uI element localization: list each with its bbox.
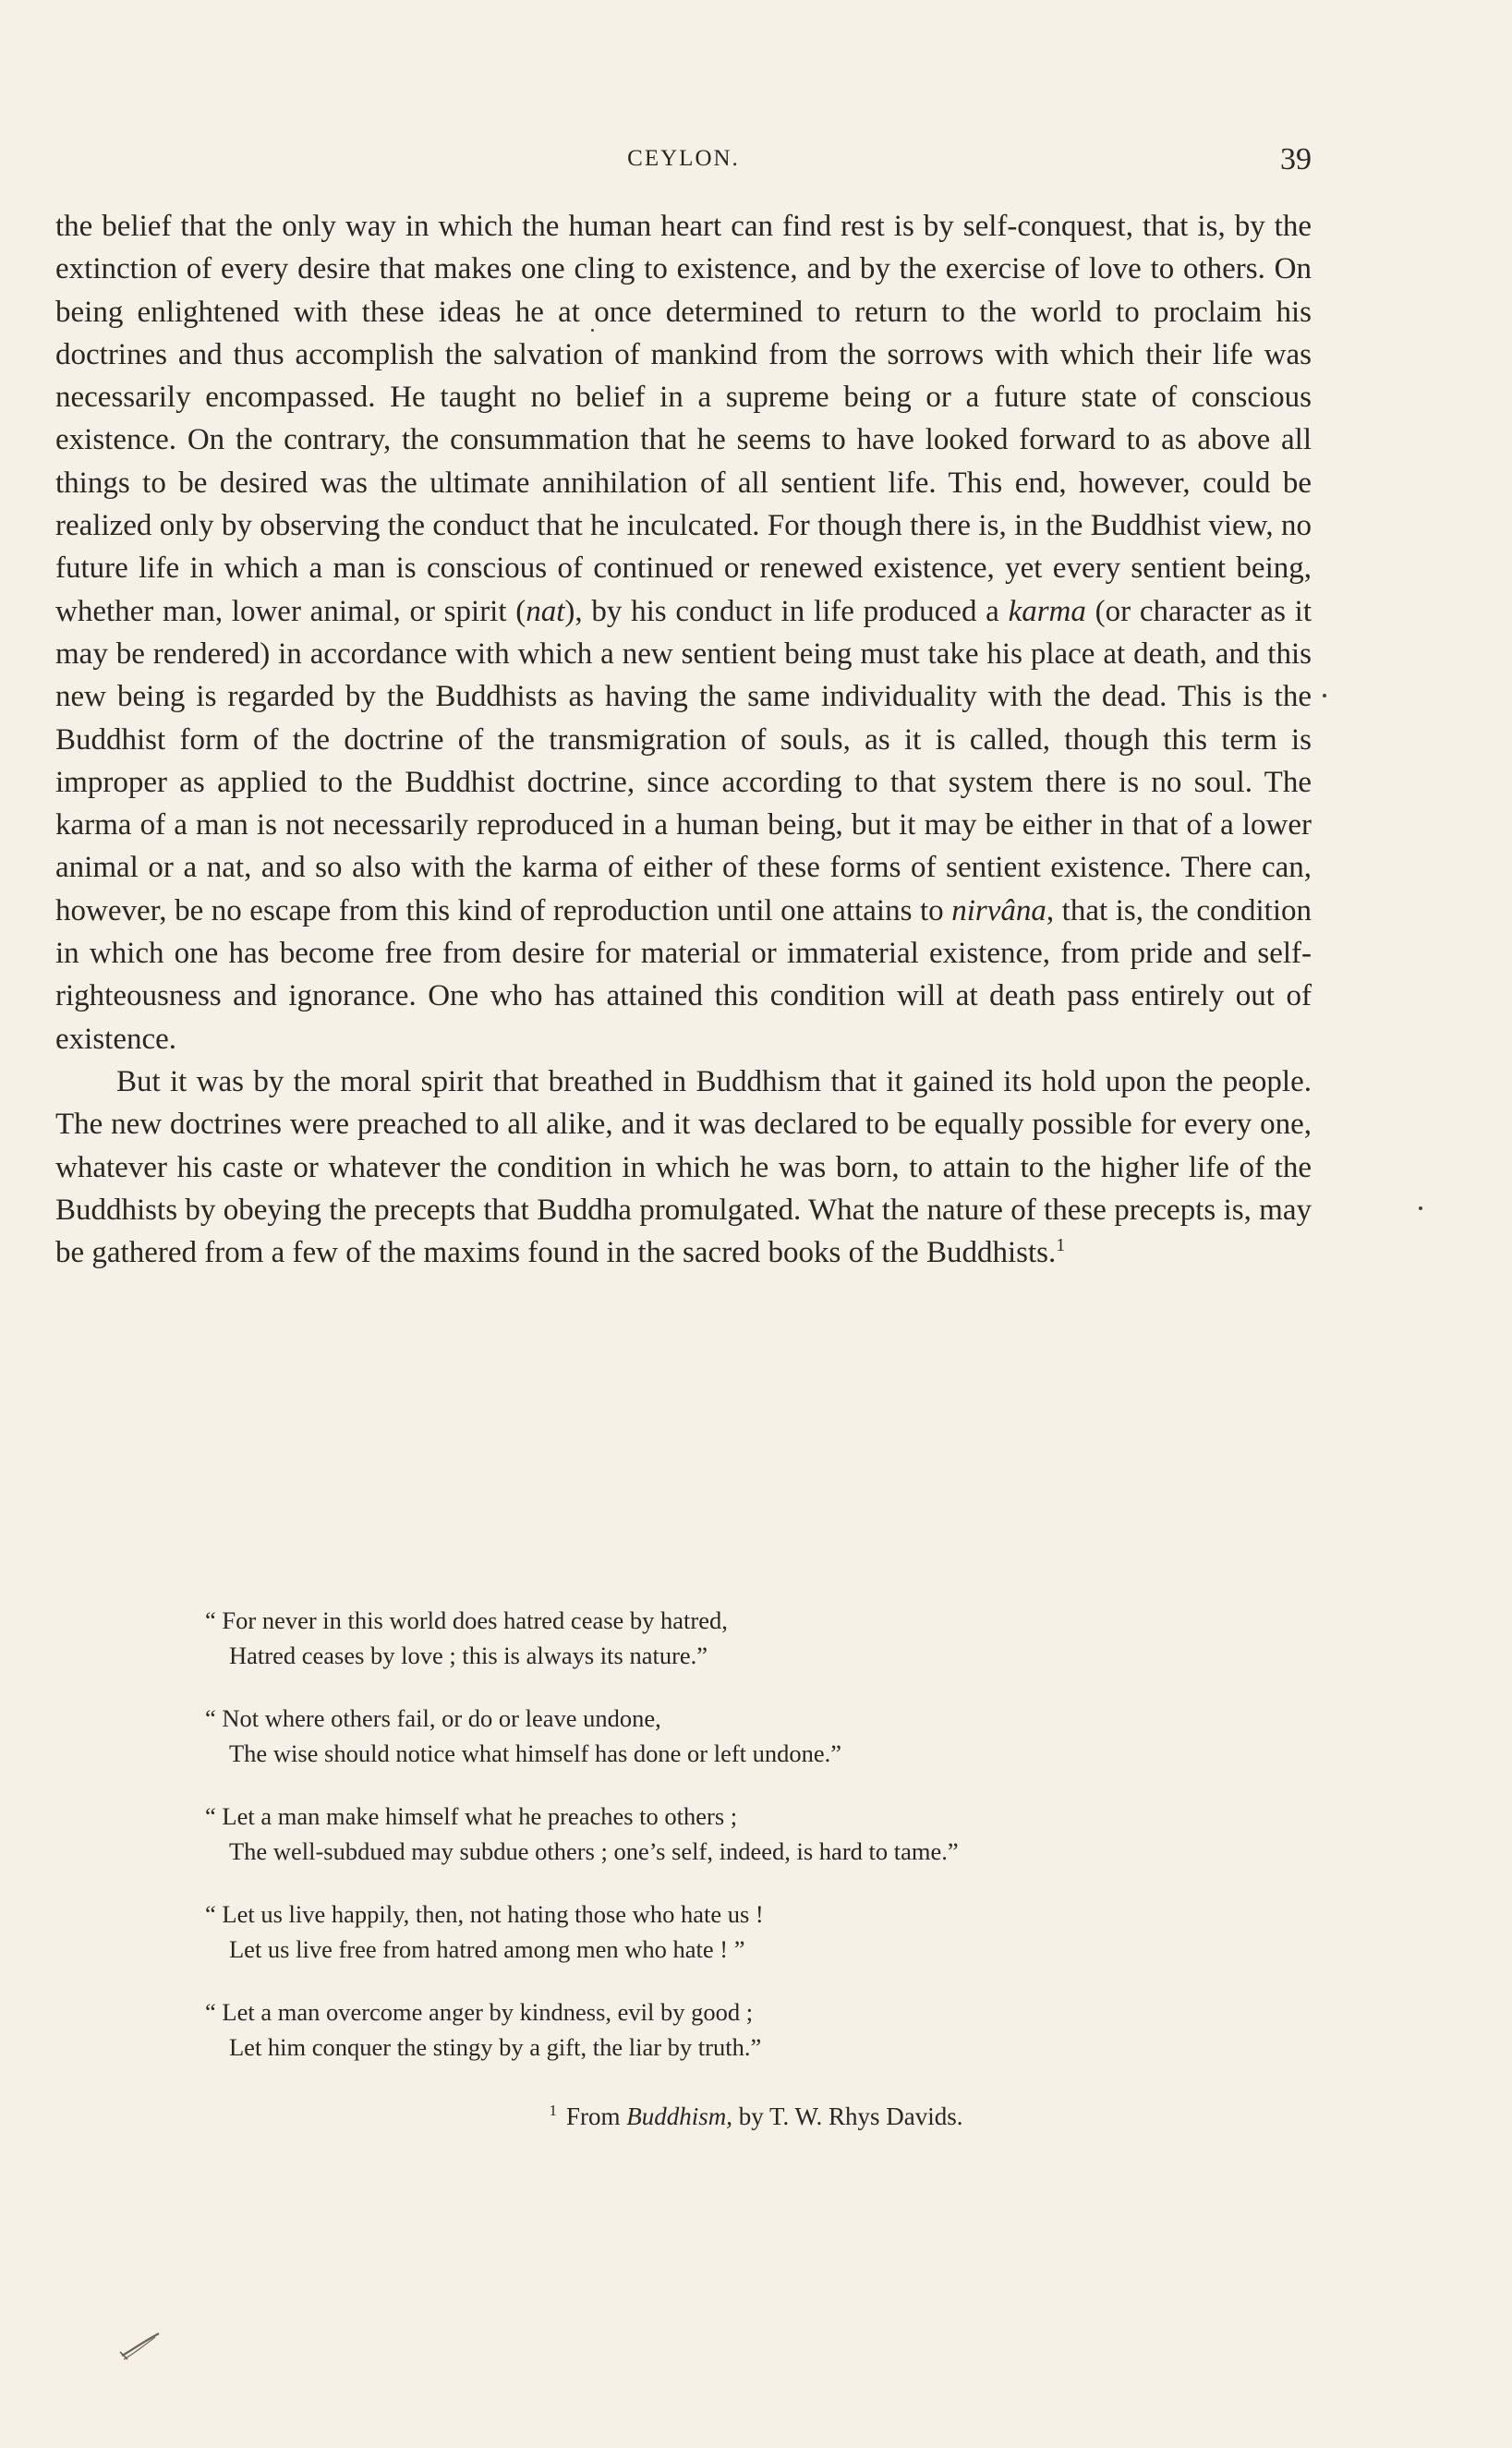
running-head bbox=[55, 142, 1312, 183]
maxim-4 bbox=[205, 1897, 1267, 1967]
term-nat: nat bbox=[526, 594, 565, 628]
term-nirvana: nirvâna bbox=[951, 893, 1046, 927]
paragraph-1-part-d: , that is, the condition in which one has become free from desire for material or immaterial existence, from pride and self-righteousness and ignorance. One who has attained this condition will at death pass entirely out of existence. bbox=[55, 893, 1312, 1056]
maxim-4-line-2: Let us live free from hatred among men who hate ! ” bbox=[229, 1935, 745, 1963]
maxim-2-line-1: “ Not where others fail, or do or leave undone, bbox=[205, 1704, 661, 1732]
footnote-marker: 1 bbox=[549, 2102, 557, 2119]
footnote-book-title: Buddhism, bbox=[626, 2103, 732, 2130]
maxim-1 bbox=[205, 1603, 1267, 1673]
paragraph-2 bbox=[55, 1060, 1312, 1274]
ink-speck bbox=[1419, 1206, 1422, 1210]
footnote-reference: 1 bbox=[1056, 1235, 1066, 1256]
footnote-prefix: From bbox=[565, 2103, 627, 2130]
maxim-2 bbox=[205, 1701, 1267, 1771]
ink-speck bbox=[591, 329, 594, 332]
maxim-2-line-2: The wise should notice what himself has done or left undone.” bbox=[229, 1739, 842, 1767]
maxim-3-line-2: The well-subdued may subdue others ; one’s self, indeed, is hard to tame.” bbox=[229, 1837, 959, 1865]
maxim-5 bbox=[205, 1994, 1267, 2065]
paragraph-1-part-b: ), by his conduct in life produced a bbox=[564, 594, 1009, 628]
running-title: CEYLON. bbox=[627, 146, 740, 171]
maxims-block bbox=[205, 1603, 1267, 2092]
ink-speck bbox=[1323, 694, 1326, 697]
maxim-1-line-1: “ For never in this world does hatred cease by hatred, bbox=[205, 1606, 728, 1634]
pencil-tick-mark bbox=[118, 2328, 164, 2365]
maxim-5-line-1: “ Let a man overcome anger by kindness, evil by good ; bbox=[205, 1998, 754, 2026]
paragraph-1 bbox=[55, 205, 1312, 1060]
maxim-4-line-1: “ Let us live happily, then, not hating those who hate us ! bbox=[205, 1900, 764, 1928]
maxim-3 bbox=[205, 1799, 1267, 1869]
page-number: 39 bbox=[1280, 142, 1312, 176]
paragraph-1-part-c: (or character as it may be rendered) in accordance with which a new sentient being must take his place at death, and this new being is regarded by the Buddhists as having the same individuality with the dead. This is the Buddhist form of the doctrine of the transmigration of souls, as it is called, though this term is improper as applied to the Buddhist doctrine, since according to that system there is no soul. The karma of a man is not necessarily reproduced in a human being, but it may be either in that of a lower animal or a nat, and so also with the karma of either of these forms of sentient existence. There can, however, be no escape from this kind of reproduction until one attains to bbox=[55, 594, 1312, 927]
body-text bbox=[55, 205, 1312, 1274]
paragraph-1-part-a: the belief that the only way in which the human heart can find rest is by self-conquest, that is, by the extinction of every desire that makes one cling to existence, and by the exercise of love to others. On being enlightened with these ideas he at once determined to return to the world to proclaim his doctrines and thus accomplish the salvation of mankind from the sorrows with which their life was necessarily encompassed. He taught no belief in a supreme being or a future state of conscious existence. On the contrary, the consummation that he seems to have looked forward to as above all things to be desired was the ultimate annihilation of all sentient life. This end, however, could be realized only by observing the conduct that he inculcated. For though there is, in the Buddhist view, no future life in which a man is conscious of continued or renewed existence, yet every sentient being, whether man, lower animal, or spirit ( bbox=[55, 210, 1312, 628]
maxim-3-line-1: “ Let a man make himself what he preaches to others ; bbox=[205, 1802, 738, 1830]
footnote bbox=[0, 2103, 1512, 2131]
maxim-5-line-2: Let him conquer the stingy by a gift, the liar by truth.” bbox=[229, 2033, 762, 2061]
term-karma: karma bbox=[1008, 594, 1086, 628]
footnote-author: by T. W. Rhys Davids. bbox=[732, 2103, 963, 2130]
maxim-1-line-2: Hatred ceases by love ; this is always its nature.” bbox=[229, 1642, 708, 1669]
paragraph-2-text: But it was by the moral spirit that breathed in Buddhism that it gained its hold upon the people. The new doctrines were preached to all alike, and it was declared to be equally possible for every one, whatever his caste or whatever the condition in which he was born, to attain to the higher life of the Buddhists by obeying the precepts that Buddha promulgated. What the nature of these precepts is, may be gathered from a few of the maxims found in the sacred books of the Buddhists. bbox=[55, 1064, 1312, 1270]
